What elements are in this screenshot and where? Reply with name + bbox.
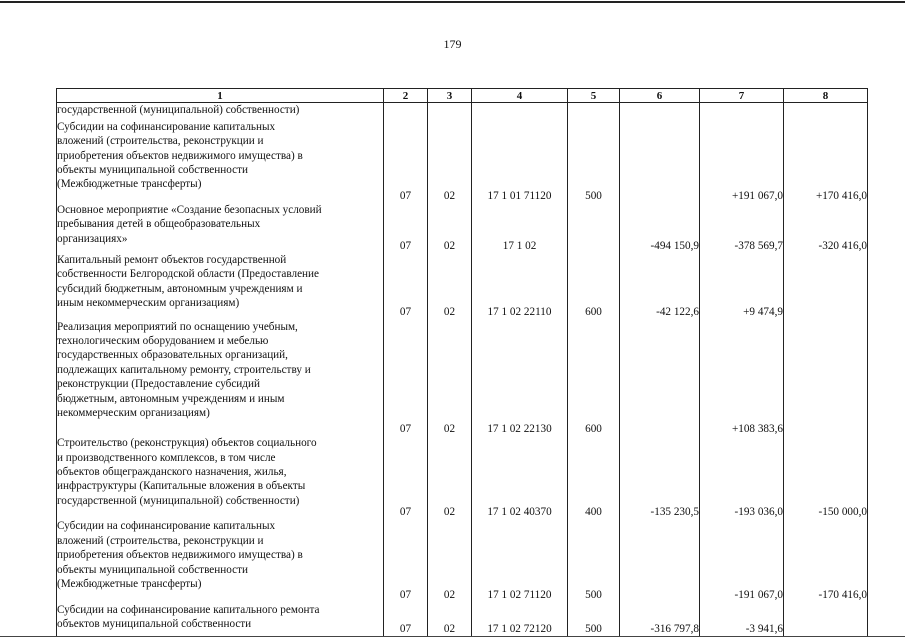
description-line: иным некоммерческим организациям)	[57, 297, 240, 310]
section-code: 07	[384, 203, 428, 253]
amount-col-8: +170 416,0	[784, 120, 868, 203]
col-header-4: 4	[472, 89, 568, 103]
col-header-1: 1	[57, 89, 384, 103]
table-row	[57, 253, 868, 320]
target-article-code: 17 1 02 71120	[472, 519, 568, 602]
page-number: 179	[443, 37, 462, 51]
amount-col-6: -494 150,9	[620, 203, 700, 253]
target-article-code: 17 1 02	[472, 203, 568, 253]
description-line: подлежащих капитальному ремонту, строительству и	[57, 363, 311, 376]
table-row	[57, 603, 868, 636]
section-code: 07	[384, 519, 428, 602]
description-line: и производственного комплексов, в том числе	[57, 451, 276, 464]
description-line: бюджетным, автономным учреждениям и иным	[57, 392, 285, 405]
section-code: 07	[384, 253, 428, 320]
description-line: реконструкции (Предоставление субсидий	[57, 378, 260, 391]
amount-col-6	[620, 120, 700, 203]
description-line: пребывания детей в общеобразовательных	[57, 218, 261, 231]
description-line: государственной (муниципальной) собственности)	[57, 104, 300, 116]
description-line: Капитальный ремонт объектов государственной	[57, 253, 287, 266]
amount-col-7: -3 941,6	[700, 603, 784, 636]
amount-col-8	[784, 603, 868, 636]
subsection-code	[428, 103, 472, 120]
row-description	[57, 120, 384, 203]
description-line: некоммерческим организациям)	[57, 406, 210, 419]
description-line: объектов муниципальной собственности	[57, 618, 252, 631]
header-row	[57, 89, 868, 103]
expense-type-code: 600	[568, 320, 620, 437]
row-description	[57, 519, 384, 602]
amount-col-8: -320 416,0	[784, 203, 868, 253]
row-description	[57, 253, 384, 320]
budget-table	[56, 88, 868, 636]
description-line: собственности Белгородской области (Предоставление	[57, 268, 319, 281]
subsection-code: 02	[428, 253, 472, 320]
table-row	[57, 103, 868, 120]
subsection-code: 02	[428, 436, 472, 519]
section-code: 07	[384, 603, 428, 636]
expense-type-code: 500	[568, 519, 620, 602]
section-code: 07	[384, 320, 428, 437]
amount-col-6	[620, 103, 700, 120]
subsection-code: 02	[428, 519, 472, 602]
description-line: государственных образовательных организаций,	[57, 349, 288, 362]
description-line: Субсидии на софинансирование капитальных	[57, 520, 276, 533]
subsection-code: 02	[428, 120, 472, 203]
amount-col-7: -378 569,7	[700, 203, 784, 253]
target-article-code: 17 1 02 40370	[472, 436, 568, 519]
row-description	[57, 436, 384, 519]
amount-col-7: +191 067,0	[700, 120, 784, 203]
description-line: Субсидии на софинансирование капитальных	[57, 120, 276, 133]
subsection-code: 02	[428, 320, 472, 437]
description-line: объектов общегражданского назначения, жилья,	[57, 465, 287, 478]
amount-col-7: +9 474,9	[700, 253, 784, 320]
description-line: объекты муниципальной собственности	[57, 163, 248, 176]
description-line: приобретения объектов недвижимого имущества) в	[57, 549, 303, 562]
description-line: субсидий бюджетным, автономным учреждениям и	[57, 282, 303, 295]
row-description	[57, 103, 384, 120]
amount-col-7	[700, 103, 784, 120]
amount-col-6	[620, 519, 700, 602]
col-header-3: 3	[428, 89, 472, 103]
amount-col-8	[784, 320, 868, 437]
description-line: (Межбюджетные трансферты)	[57, 578, 202, 590]
description-line: Субсидии на софинансирование капитального ремонта	[57, 603, 320, 616]
expense-type-code: 600	[568, 253, 620, 320]
amount-col-6	[620, 320, 700, 437]
expense-type-code: 500	[568, 120, 620, 203]
amount-col-6: -316 797,8	[620, 603, 700, 636]
subsection-code: 02	[428, 603, 472, 636]
description-line: организациях»	[57, 232, 128, 245]
amount-col-8	[784, 253, 868, 320]
amount-col-8: -150 000,0	[784, 436, 868, 519]
top-border-line	[0, 1, 905, 3]
description-line: Основное мероприятие «Создание безопасных условий	[57, 203, 322, 216]
description-line: государственной (муниципальной) собственности)	[57, 494, 300, 507]
col-header-6: 6	[620, 89, 700, 103]
amount-col-7: -191 067,0	[700, 519, 784, 602]
description-line: вложений (строительства, реконструкции и	[57, 534, 264, 547]
description-line: инфраструктуры (Капитальные вложения в объекты	[57, 480, 306, 493]
bottom-border-line	[0, 636, 905, 637]
table-row	[57, 519, 868, 602]
target-article-code: 17 1 02 22110	[472, 253, 568, 320]
description-line: объекты муниципальной собственности	[57, 563, 248, 576]
description-line: приобретения объектов недвижимого имущества) в	[57, 149, 303, 162]
subsection-code: 02	[428, 203, 472, 253]
table-row	[57, 120, 868, 203]
description-line: вложений (строительства, реконструкции и	[57, 135, 264, 148]
amount-col-6: -135 230,5	[620, 436, 700, 519]
table-row	[57, 436, 868, 519]
target-article-code: 17 1 01 71120	[472, 120, 568, 203]
table-row	[57, 320, 868, 437]
description-line: Реализация мероприятий по оснащению учебным,	[57, 320, 298, 333]
expense-type-code: 500	[568, 603, 620, 636]
row-description	[57, 320, 384, 437]
row-description	[57, 603, 384, 636]
amount-col-7: -193 036,0	[700, 436, 784, 519]
section-code: 07	[384, 120, 428, 203]
table-body	[57, 103, 868, 637]
target-article-code: 17 1 02 22130	[472, 320, 568, 437]
amount-col-8: -170 416,0	[784, 519, 868, 602]
description-line: Строительство (реконструкция) объектов социального	[57, 437, 317, 450]
col-header-5: 5	[568, 89, 620, 103]
row-description	[57, 203, 384, 253]
target-article-code	[472, 103, 568, 120]
description-line: (Межбюджетные трансферты)	[57, 178, 202, 191]
col-header-2: 2	[384, 89, 428, 103]
amount-col-7: +108 383,6	[700, 320, 784, 437]
description-line: технологическим оборудованием и мебелью	[57, 334, 269, 347]
expense-type-code	[568, 103, 620, 120]
section-code: 07	[384, 436, 428, 519]
section-code	[384, 103, 428, 120]
expense-type-code	[568, 203, 620, 253]
target-article-code: 17 1 02 72120	[472, 603, 568, 636]
expense-type-code: 400	[568, 436, 620, 519]
amount-col-6: -42 122,6	[620, 253, 700, 320]
col-header-8: 8	[784, 89, 868, 103]
col-header-7: 7	[700, 89, 784, 103]
table-row	[57, 203, 868, 253]
amount-col-8	[784, 103, 868, 120]
